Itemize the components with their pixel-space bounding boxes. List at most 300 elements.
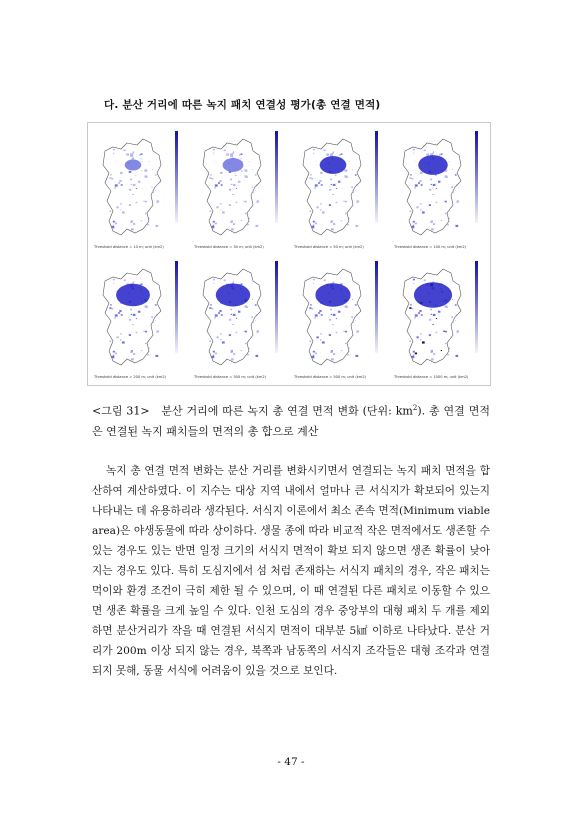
green-patch (136, 318, 137, 319)
green-patch (311, 226, 314, 228)
connected-patch (125, 159, 142, 170)
green-patch (121, 314, 123, 316)
green-patch (313, 355, 314, 356)
figure-map-grid (87, 122, 491, 386)
green-patch (233, 324, 234, 325)
map-panel (291, 255, 389, 383)
green-patch (333, 314, 336, 316)
green-patch (236, 188, 237, 189)
green-patch (355, 174, 357, 175)
green-patch (113, 279, 115, 281)
map-svg (91, 125, 189, 245)
green-patch (443, 201, 444, 202)
green-patch (157, 330, 160, 332)
green-patch (329, 189, 331, 191)
green-patch (316, 161, 317, 162)
green-patch (443, 331, 444, 332)
green-patch (216, 206, 218, 208)
green-patch (238, 311, 240, 313)
caption-superscript: 2 (412, 404, 418, 412)
green-patch (129, 334, 131, 336)
green-patch (416, 206, 418, 208)
green-patch (213, 355, 214, 356)
green-patch (115, 223, 117, 225)
green-patch (449, 348, 450, 349)
green-patch (149, 348, 150, 349)
map-panel (391, 125, 489, 253)
green-patch (452, 169, 453, 170)
green-patch (245, 343, 247, 345)
green-patch (455, 355, 458, 357)
green-patch (221, 314, 223, 316)
green-patch (333, 281, 334, 282)
green-patch (144, 305, 147, 307)
green-patch (156, 184, 157, 185)
green-patch (111, 356, 114, 358)
green-patch (133, 184, 136, 186)
green-patch (341, 350, 342, 351)
green-patch (143, 331, 144, 332)
panel-caption: Threshold distance = 100 m; unit (km2) (394, 245, 467, 249)
green-patch (349, 348, 350, 349)
map-svg (391, 255, 489, 375)
green-patch (133, 194, 134, 195)
green-patch (220, 172, 223, 174)
green-patch (155, 225, 158, 227)
green-patch (343, 331, 344, 332)
green-patch (336, 318, 337, 319)
green-patch (444, 305, 447, 307)
green-patch (333, 353, 335, 355)
green-patch (245, 213, 247, 215)
green-patch (316, 336, 318, 338)
green-patch (415, 314, 418, 316)
green-patch (421, 314, 423, 316)
green-patch (149, 218, 150, 219)
green-patch (157, 202, 158, 203)
green-patch (341, 220, 342, 221)
green-patch (130, 309, 132, 311)
green-patch (357, 200, 360, 202)
green-patch (429, 319, 431, 321)
green-patch (152, 299, 153, 300)
section-heading: 다. 분산 거리에 따른 녹지 패치 연결성 평가(총 연결 면적) (104, 99, 381, 111)
green-patch (414, 317, 416, 318)
green-patch (433, 184, 436, 186)
green-patch (115, 314, 118, 316)
green-patch (324, 279, 326, 281)
green-patch (313, 279, 315, 281)
green-patch (356, 184, 357, 185)
green-patch (309, 307, 311, 309)
green-patch (330, 179, 332, 181)
green-patch (129, 319, 131, 321)
green-patch (426, 153, 429, 155)
green-patch (116, 336, 118, 338)
green-patch (315, 184, 318, 186)
green-patch (314, 187, 316, 188)
green-patch (355, 225, 358, 227)
green-patch (143, 201, 144, 202)
green-patch (455, 304, 457, 305)
green-patch (152, 321, 154, 322)
green-patch (352, 191, 354, 192)
green-patch (129, 189, 131, 191)
green-patch (419, 310, 421, 312)
green-patch (231, 228, 234, 230)
green-patch (215, 184, 218, 186)
green-patch (229, 189, 231, 191)
green-patch (257, 200, 260, 202)
green-patch (211, 178, 213, 179)
green-patch (433, 353, 435, 355)
green-patch (211, 356, 214, 358)
green-patch (311, 178, 313, 179)
green-patch (135, 175, 136, 176)
legend-color-bar (175, 261, 178, 353)
green-patch (155, 174, 157, 175)
green-patch (121, 184, 123, 186)
green-patch (430, 179, 432, 181)
green-patch (139, 154, 141, 155)
green-patch (256, 184, 257, 185)
green-patch (116, 291, 117, 292)
green-patch (413, 149, 415, 151)
green-patch (444, 175, 447, 177)
panel-caption: Threshold distance = 10 m; unit (km2) (94, 245, 164, 249)
green-patch (413, 355, 414, 356)
green-patch (220, 203, 221, 204)
green-patch (410, 174, 412, 175)
green-patch (141, 161, 142, 162)
green-patch (321, 184, 323, 186)
green-patch (210, 304, 212, 305)
green-patch (136, 332, 138, 333)
green-patch (309, 211, 311, 212)
green-patch (309, 177, 311, 179)
green-patch (156, 314, 157, 315)
map-panel (91, 125, 189, 253)
green-patch (243, 331, 244, 332)
green-patch (141, 171, 142, 172)
green-patch (213, 149, 215, 151)
legend-color-bar (375, 131, 378, 223)
green-patch (113, 351, 115, 353)
green-patch (322, 211, 325, 213)
green-patch (110, 174, 112, 175)
green-patch (331, 228, 334, 230)
green-patch (233, 314, 236, 316)
green-patch (126, 153, 129, 155)
green-patch (113, 225, 114, 226)
green-patch (230, 221, 232, 223)
green-patch (244, 175, 247, 177)
green-patch (236, 318, 237, 319)
green-patch (251, 317, 252, 318)
green-patch (318, 312, 320, 314)
green-patch (436, 202, 438, 203)
green-patch (345, 331, 347, 333)
green-patch (351, 187, 352, 188)
green-patch (445, 213, 447, 215)
green-patch (111, 308, 113, 309)
green-patch (411, 308, 413, 309)
green-patch (433, 194, 434, 195)
green-patch (147, 224, 149, 226)
green-patch (315, 314, 318, 316)
green-patch (226, 153, 229, 155)
green-patch (209, 177, 211, 179)
green-patch (455, 225, 458, 227)
green-patch (455, 190, 456, 191)
green-patch (436, 318, 437, 319)
green-patch (224, 279, 226, 281)
body-paragraph: 녹지 총 연결 면적 변화는 분산 거리를 변화시키면서 연결되는 녹지 패치 면적을 합산하여 계산하였다. 이 지수는 대상 지역 내에서 얼마나 큰 서식지가 확보되어 있는지 나타내는 데 유용하리라 생각된다. 서식지 이론에서 최소 존속 면적(Minimum viable area)은 야생동물에 따라 상이하다. 생물 종에 따라 비교적 작은 면적에서도 생존할 수 있는 경우도 있는 반면 일정 크기의 서식지 면적이 확보 되지 않으면 생존 확률이 낮아지는 경우도 있다. 특히 도심지에서 섬 처럼 존재하는 서식지 패치의 경우, 작은 패치는 먹이와 환경 조건이 극히 제한 될 수 있으며, 이 때 연결된 다른 패치로 이동할 수 있으면 생존 확률을 크게 높일 수 있다. 인천 도심의 경우 중앙부의 대형 패치 두 개를 제외하면 분산거리가 작을 때 연결된 서식지 면적이 대부분 5㎢ 이하로 나타났다. 분산 거리가 200m 이상 되지 않는 경우, 북쪽과 남동쪽의 서식지 조각들은 대형 조각과 연결되지 못해, 동물 서식에 어려움이 있을 것으로 보인다. (92, 465, 490, 677)
green-patch (347, 224, 349, 226)
green-patch (220, 209, 221, 210)
green-patch (436, 188, 437, 189)
green-patch (445, 331, 447, 333)
green-patch (115, 184, 118, 186)
green-patch (336, 332, 338, 333)
green-patch (441, 350, 442, 351)
green-patch (122, 211, 125, 213)
green-patch (420, 203, 421, 204)
green-patch (315, 353, 317, 355)
green-patch (413, 221, 415, 223)
legend-color-bar (275, 261, 278, 353)
green-patch (133, 223, 135, 225)
map-panel (391, 255, 489, 383)
green-patch (352, 169, 353, 170)
green-patch (155, 320, 156, 321)
green-patch (414, 187, 416, 188)
green-patch (447, 224, 449, 226)
panel-caption: Threshold distance = 50 m; unit (km2) (294, 245, 364, 249)
green-patch (130, 351, 132, 353)
green-patch (235, 175, 236, 176)
green-patch (213, 279, 215, 281)
green-patch (141, 350, 142, 351)
green-patch (344, 305, 347, 307)
page-number: - 47 - (277, 756, 305, 768)
green-patch (236, 332, 238, 333)
green-patch (355, 355, 358, 357)
green-patch (452, 191, 454, 192)
green-patch (330, 309, 332, 311)
green-patch (230, 351, 232, 353)
green-patch (252, 191, 254, 192)
green-patch (344, 169, 347, 171)
green-patch (318, 182, 320, 184)
green-patch (433, 151, 434, 152)
green-patch (151, 317, 152, 318)
green-patch (422, 211, 425, 213)
green-patch (438, 311, 440, 313)
green-patch (439, 154, 441, 155)
green-patch (457, 200, 460, 202)
green-patch (122, 341, 125, 343)
green-patch (445, 343, 447, 345)
green-patch (257, 202, 258, 203)
green-patch (218, 182, 220, 184)
figure-caption (92, 398, 490, 442)
green-patch (109, 211, 111, 212)
green-patch (221, 184, 223, 186)
green-patch (220, 333, 221, 334)
green-patch (233, 281, 234, 282)
green-patch (331, 184, 332, 185)
green-patch (355, 190, 356, 191)
green-patch (257, 330, 260, 332)
green-patch (215, 353, 217, 355)
green-patch (116, 206, 118, 208)
connected-patch (315, 283, 350, 307)
green-patch (345, 343, 347, 345)
green-patch (429, 334, 431, 336)
green-patch (131, 228, 134, 230)
green-patch (251, 187, 252, 188)
green-patch (229, 204, 231, 206)
green-patch (155, 190, 156, 191)
green-patch (241, 350, 242, 351)
green-patch (438, 181, 440, 183)
green-patch (409, 341, 411, 342)
green-patch (229, 319, 231, 321)
panel-caption: Threshold distance = 1000 m; unit (km2) (394, 375, 469, 379)
legend-color-bar (275, 131, 278, 223)
green-patch (131, 314, 132, 315)
green-patch (244, 169, 247, 171)
green-patch (345, 213, 347, 215)
green-patch (241, 171, 242, 172)
green-patch (145, 331, 147, 333)
green-patch (355, 320, 356, 321)
green-patch (255, 355, 258, 357)
green-patch (313, 225, 314, 226)
green-patch (138, 311, 140, 313)
green-patch (243, 201, 244, 202)
green-patch (219, 310, 221, 312)
green-patch (409, 211, 411, 212)
green-patch (330, 221, 332, 223)
connected-patch (116, 284, 150, 307)
green-patch (413, 279, 415, 281)
green-patch (433, 314, 436, 316)
green-patch (252, 299, 253, 300)
green-patch (310, 174, 312, 175)
green-patch (333, 151, 334, 152)
map-svg (391, 125, 489, 245)
green-patch (118, 182, 120, 184)
green-patch (118, 312, 120, 314)
green-patch (313, 149, 315, 151)
green-patch (216, 161, 217, 162)
green-patch (319, 180, 321, 182)
green-patch (140, 158, 141, 159)
green-patch (441, 220, 442, 221)
green-patch (255, 320, 256, 321)
green-patch (152, 169, 153, 170)
green-patch (241, 283, 243, 285)
green-patch (452, 321, 454, 322)
map-panel (191, 255, 289, 383)
green-patch (233, 223, 235, 225)
green-patch (320, 333, 321, 334)
caption-text-1: 분산 거리에 따른 녹지 총 연결 면적 변화 (단위: km (161, 404, 413, 418)
green-patch (338, 181, 340, 183)
green-patch (213, 351, 215, 353)
green-patch (111, 178, 113, 179)
green-patch (214, 317, 216, 318)
green-patch (124, 149, 126, 151)
green-patch (249, 218, 250, 219)
green-patch (415, 223, 417, 225)
green-patch (336, 188, 337, 189)
green-patch (133, 353, 135, 355)
green-patch (330, 351, 332, 353)
green-patch (113, 355, 114, 356)
caption-text-2: ). 총 연결 면적은 연결된 녹지 패치들의 면적의 총 합으로 계산 (92, 404, 490, 438)
green-patch (447, 354, 449, 356)
green-patch (331, 358, 334, 360)
green-patch (114, 187, 116, 188)
green-patch (449, 218, 450, 219)
green-patch (124, 279, 126, 281)
green-patch (430, 309, 432, 311)
green-patch (418, 182, 420, 184)
green-patch (349, 161, 350, 162)
green-patch (416, 161, 417, 162)
green-patch (234, 173, 235, 174)
green-patch (352, 299, 353, 300)
green-patch (311, 308, 313, 309)
green-patch (420, 172, 423, 174)
green-patch (218, 312, 220, 314)
green-patch (233, 184, 236, 186)
green-patch (355, 304, 357, 305)
connected-patch (216, 284, 250, 307)
green-patch (252, 321, 254, 322)
green-patch (120, 203, 121, 204)
green-patch (233, 353, 235, 355)
green-patch (145, 343, 147, 345)
green-patch (157, 332, 158, 333)
map-svg (191, 255, 289, 375)
connected-patch (320, 156, 347, 174)
green-patch (333, 223, 335, 225)
legend-color-bar (475, 261, 478, 353)
green-patch (144, 169, 147, 171)
green-patch (320, 209, 321, 210)
green-patch (145, 201, 147, 203)
green-patch (429, 204, 431, 206)
green-patch (333, 184, 336, 186)
green-patch (357, 202, 358, 203)
green-patch (230, 309, 232, 311)
green-patch (347, 354, 349, 356)
green-patch (411, 226, 414, 228)
green-patch (241, 220, 242, 221)
green-patch (141, 153, 143, 155)
green-patch (313, 283, 314, 284)
green-patch (245, 201, 247, 203)
green-patch (314, 317, 316, 318)
green-patch (457, 202, 458, 203)
green-patch (424, 279, 426, 281)
green-patch (239, 154, 241, 155)
green-patch (111, 226, 114, 228)
